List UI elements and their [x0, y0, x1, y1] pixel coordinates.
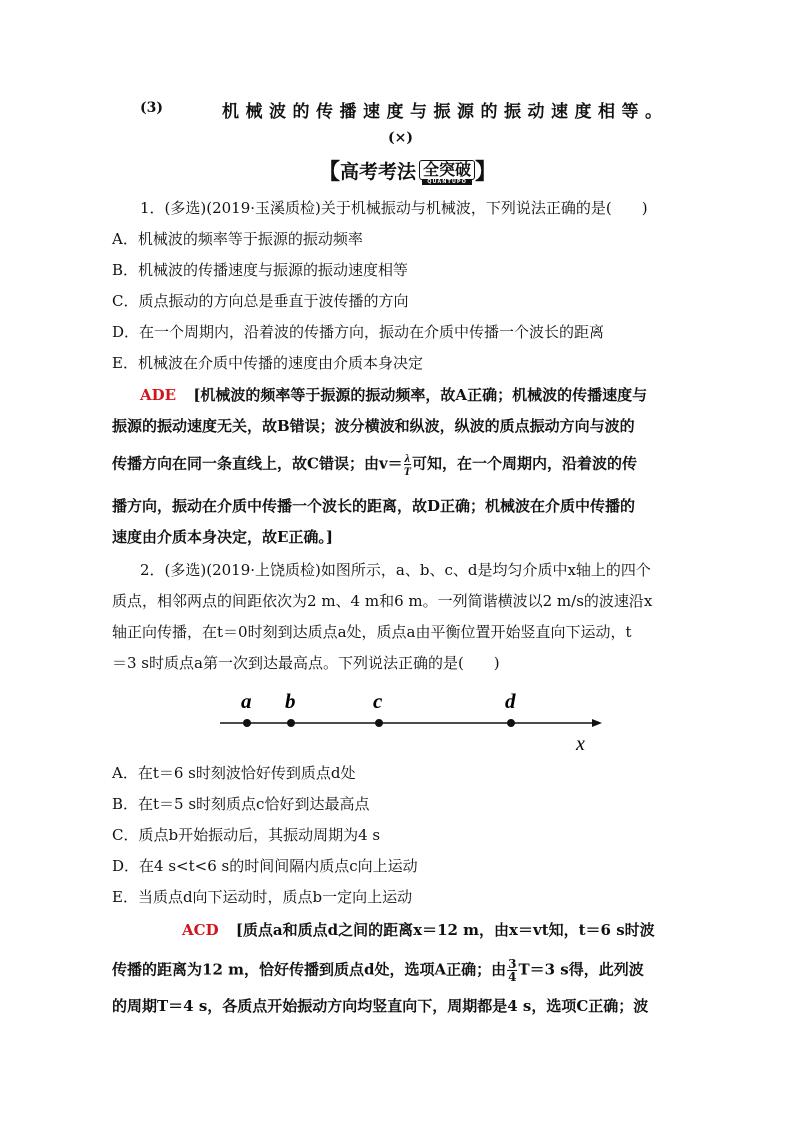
header-badge-subtext: QUANTUPO	[422, 179, 472, 185]
axis-point-label-b: b	[285, 689, 296, 713]
q1-option-a: A．机械波的频率等于振源的振动频率	[112, 230, 363, 248]
axis-point-label-c: c	[373, 689, 383, 713]
q1-fraction	[404, 452, 411, 477]
axis-point-b	[287, 719, 295, 727]
header-title: 高考考法	[340, 160, 417, 183]
axis-point-c	[375, 719, 383, 727]
q2-exp-text-2b: T＝3 s得，此列波	[518, 960, 644, 979]
axis-point-label-a: a	[241, 689, 252, 713]
q1-fraction-den: T	[403, 464, 411, 478]
q2-stem-line3: 轴正向传播，在t＝0时刻到达质点a处，质点a由平衡位置开始竖直向下运动，t	[112, 623, 632, 641]
q3-label: (3)	[140, 100, 163, 116]
q1-exp-text-3b: 可知，在一个周期内，沿着波的传	[412, 454, 638, 473]
axis-points	[241, 689, 516, 727]
section-header	[318, 155, 497, 185]
q2-option-d: D．在4 s<t<6 s的时间间隔内质点c向上运动	[112, 857, 418, 875]
q1-explanation-line5: 速度由介质本身决定，故E正确。]	[112, 528, 334, 546]
q1-option-c: C．质点振动的方向总是垂直于波传播的方向	[112, 292, 409, 310]
q1-explanation-line2: 振源的振动速度无关，故B错误；波分横波和纵波，纵波的质点振动方向与波的	[112, 417, 635, 435]
q2-fraction-num: 3	[508, 957, 517, 971]
header-badge-text: 全突破	[423, 160, 472, 179]
axis-point-label-d: d	[505, 689, 516, 713]
q3-judgement-mark: (×)	[388, 130, 413, 146]
axis-point-a	[243, 719, 251, 727]
q2-option-c: C．质点b开始振动后，其振动周期为4 s	[112, 826, 381, 844]
q1-stem: 1．(多选)(2019·玉溪质检)关于机械振动与机械波，下列说法正确的是( )	[140, 199, 648, 217]
q2-axis-figure	[220, 684, 610, 756]
x-axis-label: x	[576, 733, 585, 755]
header-badge	[419, 160, 475, 185]
header-open-bracket: 【	[318, 158, 341, 185]
q3-statement: 机械波的传播速度与振源的振动速度相等。	[222, 102, 669, 122]
q2-option-a: A．在t＝6 s时刻波恰好传到质点d处	[112, 764, 356, 782]
q2-explanation-line1	[182, 920, 687, 940]
q1-option-d: D．在一个周期内，沿着波的传播方向，振动在介质中传播一个波长的距离	[112, 323, 605, 341]
q1-explanation-line4: 播方向，振动在介质中传播一个波长的距离，故D正确；机械波在介质中传播的	[112, 497, 636, 515]
x-axis-arrow	[592, 719, 602, 727]
q2-option-e: E．当质点d向下运动时，质点b一定向上运动	[112, 888, 413, 906]
q2-exp-text-1: [质点a和质点d之间的距离x＝12 m，由x＝vt知，t＝6 s时波	[235, 921, 655, 939]
q2-fraction	[507, 958, 517, 983]
q2-exp-text-2a: 传播的距离为12 m，恰好传播到质点d处，选项A正确；由	[112, 960, 507, 979]
q1-explanation-line3	[112, 452, 682, 477]
header-close-bracket: 】	[475, 158, 498, 185]
q1-explanation-line1	[140, 385, 685, 405]
q2-explanation-line2	[112, 958, 682, 983]
q2-option-b: B．在t＝5 s时刻质点c恰好到达最高点	[112, 795, 370, 813]
q2-stem-line1: 2．(多选)(2019·上饶质检)如图所示，a、b、c、d是均匀介质中x轴上的四个	[140, 561, 651, 579]
q2-stem-line4: ＝3 s时质点a第一次到达最高点。下列说法正确的是( )	[112, 654, 500, 672]
q1-fraction-num: λ	[404, 451, 410, 465]
q2-explanation-line3: 的周期T＝4 s，各质点开始振动方向均竖直向下，周期都是4 s，选项C正确；波	[112, 997, 649, 1015]
q2-fraction-den: 4	[508, 970, 517, 984]
q2-answer: ACD	[182, 921, 219, 939]
q1-exp-text-3a: 传播方向在同一条直线上，故C错误；由v＝	[112, 454, 403, 473]
q1-answer: ADE	[140, 386, 177, 404]
q2-stem-line2: 质点，相邻两点的间距依次为2 m、4 m和6 m。一列简谐横波以2 m/s的波速沿x	[112, 592, 653, 610]
q1-exp-text-1: [机械波的频率等于振源的振动频率，故A正确；机械波的传播速度与	[193, 386, 648, 404]
q1-option-e: E．机械波在介质中传播的速度由介质本身决定	[112, 354, 423, 372]
axis-point-d	[507, 719, 515, 727]
q1-option-b: B．机械波的传播速度与振源的振动速度相等	[112, 261, 409, 279]
